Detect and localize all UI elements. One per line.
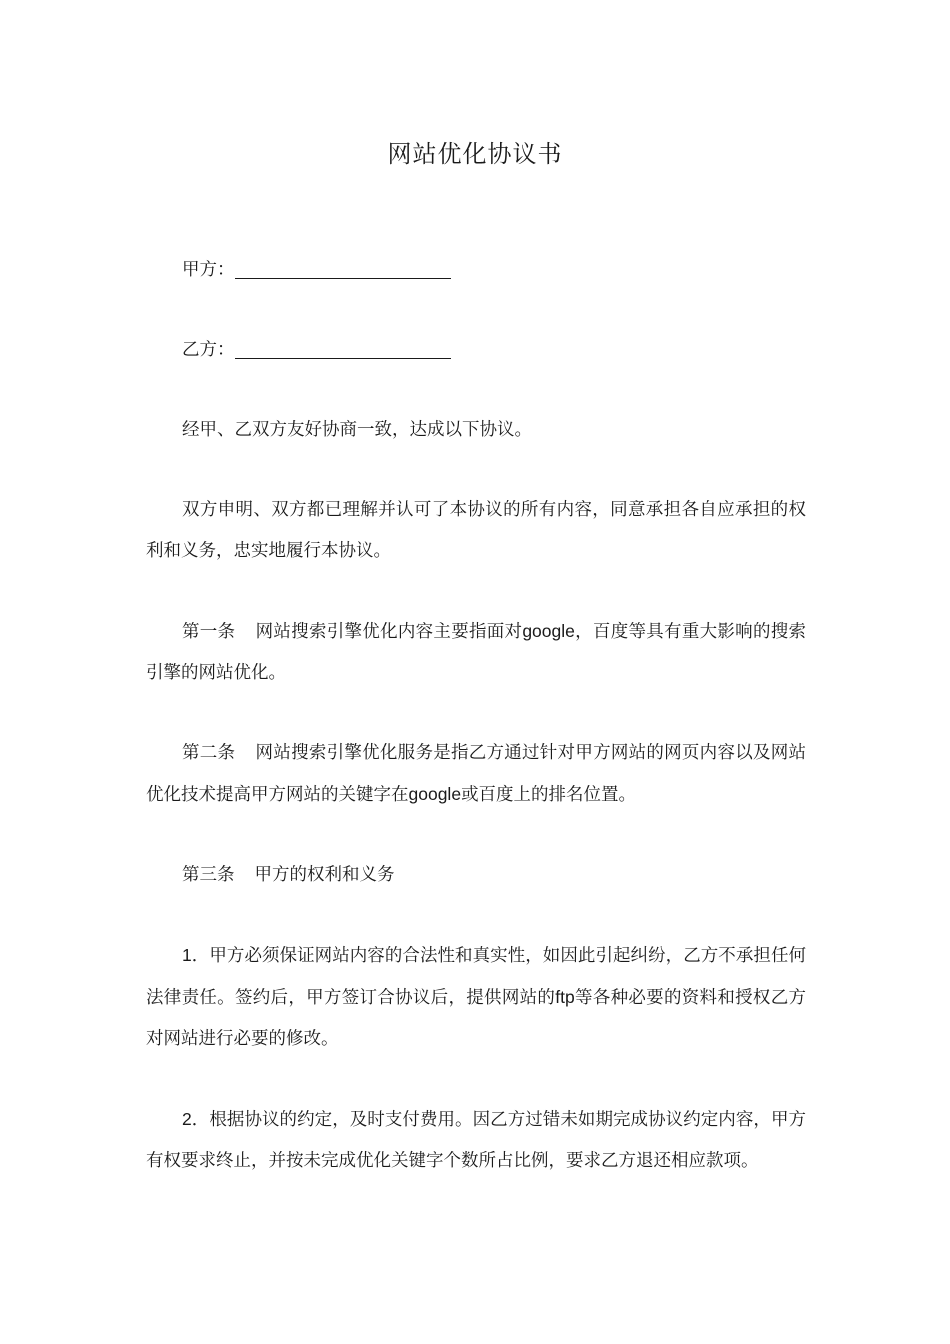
article-2-heading: 第二条 [182, 743, 236, 763]
article-3-heading: 第三条 [182, 865, 235, 885]
document-title: 网站优化协议书 [387, 140, 563, 168]
article-2-latin: google [408, 784, 462, 804]
document-body [146, 250, 806, 1221]
party-b-label: 乙方： [182, 340, 235, 360]
clause-1 [146, 935, 806, 1060]
party-b-line [146, 330, 806, 371]
article-1-latin: google [522, 621, 575, 641]
party-b-blank [235, 334, 451, 359]
article-1-heading: 第一条 [182, 622, 236, 642]
clause-1-number: 1． [182, 945, 210, 965]
article-2-text-before: 网站搜索引擎优化服务是指乙方通过针对甲方网站的网页内容以及网站优化技术提高甲方网站的关键字在 [146, 743, 807, 805]
article-1 [146, 611, 806, 694]
clause-1-text-after: 等各种必要的资料和授权乙方对网站进行必要的修改。 [146, 988, 807, 1049]
party-a-line [146, 250, 806, 291]
clause-2-text: 根据协议的约定，及时支付费用。因乙方过错未如期完成协议约定内容，甲方有权要求终止，并按未完成优化关键字个数所占比例，要求乙方退还相应款项。 [146, 1110, 807, 1171]
party-a-blank [235, 254, 451, 279]
declaration-paragraph: 双方申明、双方都已理解并认可了本协议的所有内容，同意承担各自应承担的权利和义务，忠实地履行本协议。 [146, 500, 806, 561]
clause-2-number: 2． [182, 1109, 210, 1129]
article-1-text-before: 网站搜索引擎优化内容主要指面对 [255, 622, 523, 642]
article-2 [146, 733, 806, 816]
clause-2 [146, 1099, 806, 1182]
article-3 [146, 855, 806, 896]
clause-1-latin: ftp [555, 987, 575, 1007]
party-a-label: 甲方： [182, 260, 235, 280]
intro-paragraph: 经甲、乙双方友好协商一致，达成以下协议。 [182, 420, 532, 440]
article-1-text-after: ，百度等具有重大影响的搜索引擎的网站优化。 [146, 622, 807, 683]
clause-1-text-before: 甲方必须保证网站内容的合法性和真实性，如因此引起纠纷，乙方不承担任何法律责任。签约后，甲方签订合协议后，提供网站的 [146, 946, 807, 1008]
article-2-text-after: 或百度上的排名位置。 [461, 785, 637, 805]
article-3-text: 甲方的权利和义务 [254, 865, 395, 885]
